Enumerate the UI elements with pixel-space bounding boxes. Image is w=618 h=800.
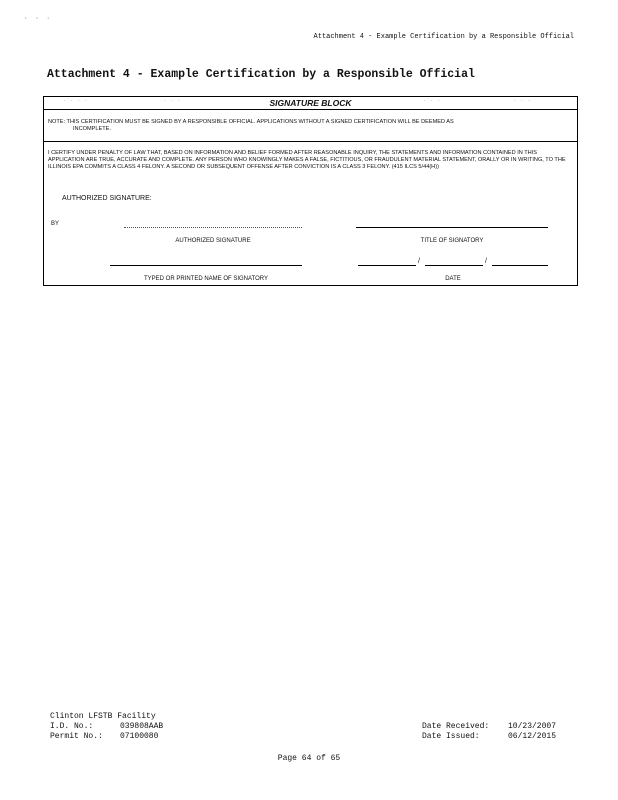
scan-noise: · · · <box>164 98 182 104</box>
page-number: Page 64 of 65 <box>277 754 341 763</box>
title-of-signatory-line[interactable] <box>356 227 548 228</box>
signature-block-title: SIGNATURE BLOCK <box>269 98 352 108</box>
date-day-line[interactable] <box>425 265 483 266</box>
notice-line: INCOMPLETE. <box>73 126 111 132</box>
authorized-signature-label: AUTHORIZED SIGNATURE: <box>62 195 152 202</box>
typed-name-line[interactable] <box>110 265 302 266</box>
typed-name-caption: TYPED OR PRINTED NAME OF SIGNATORY <box>143 276 269 282</box>
date-received-row <box>422 722 556 732</box>
notice-line: NOTE: THIS CERTIFICATION MUST BE SIGNED BY A RESPONSIBLE OFFICIAL. APPLICATIONS WITHOUT A SIGNED CERTIFICATION WILL BE DEEMED AS <box>48 119 454 125</box>
permit-row <box>50 732 163 742</box>
date-received-value: 10/23/2007 <box>508 722 557 731</box>
footer-ids <box>50 722 163 742</box>
authorized-signature-line[interactable] <box>124 227 302 228</box>
divider <box>44 141 577 142</box>
id-row <box>50 722 163 732</box>
page-title: Attachment 4 - Example Certification by a Responsible Official <box>47 68 475 81</box>
certification-statement: I CERTIFY UNDER PENALTY OF LAW THAT, BASED ON INFORMATION AND BELIEF FORMED AFTER REASONABLE INQUIRY, THE STATEMENTS AND INFORMATION CONTAINED IN THIS APPLICATION ARE TRUE, ACCURATE AND COMPLETE. ANY PERSON WHO KNOWINGLY MAKES A FALSE, FICTITIOUS, OR FRAUDULENT MATERIAL STATEMENT, ORALLY OR IN WRITING, TO THE ILLINOIS EPA COMMITS A CLASS 4 FELONY. A SECOND OR SUBSEQUENT OFFENSE AFTER CONVICTION IS A CLASS 3 FELONY. (415 ILCS 5/44(H)) <box>48 150 566 170</box>
running-header: Attachment 4 - Example Certification by a Responsible Official <box>313 33 574 41</box>
scan-noise: · · · <box>424 98 442 104</box>
date-caption: DATE <box>445 276 461 282</box>
signature-block <box>43 96 578 286</box>
id-label: I.D. No.: <box>50 722 94 731</box>
date-month-line[interactable] <box>358 265 416 266</box>
date-separator: / <box>485 258 487 265</box>
by-label: BY <box>51 221 60 227</box>
id-value: 039808AAB <box>120 722 164 731</box>
date-issued-value: 06/12/2015 <box>508 732 557 741</box>
date-year-line[interactable] <box>492 265 548 266</box>
footer-dates <box>422 722 556 742</box>
facility-name: Clinton LFSTB Facility <box>50 712 156 721</box>
date-received-label: Date Received: <box>422 722 490 731</box>
permit-value: 07100080 <box>120 732 159 741</box>
signature-block-header <box>44 97 577 110</box>
date-separator: / <box>418 258 420 265</box>
scan-noise: · · · · <box>64 98 89 104</box>
date-issued-label: Date Issued: <box>422 732 480 741</box>
authorized-signature-caption: AUTHORIZED SIGNATURE <box>175 238 251 244</box>
title-of-signatory-caption: TITLE OF SIGNATORY <box>420 238 484 244</box>
date-issued-row <box>422 732 556 742</box>
permit-label: Permit No.: <box>50 732 103 741</box>
notice-text <box>48 119 573 133</box>
scan-noise: · · · <box>514 98 532 104</box>
scan-mark: · · · <box>24 15 53 22</box>
